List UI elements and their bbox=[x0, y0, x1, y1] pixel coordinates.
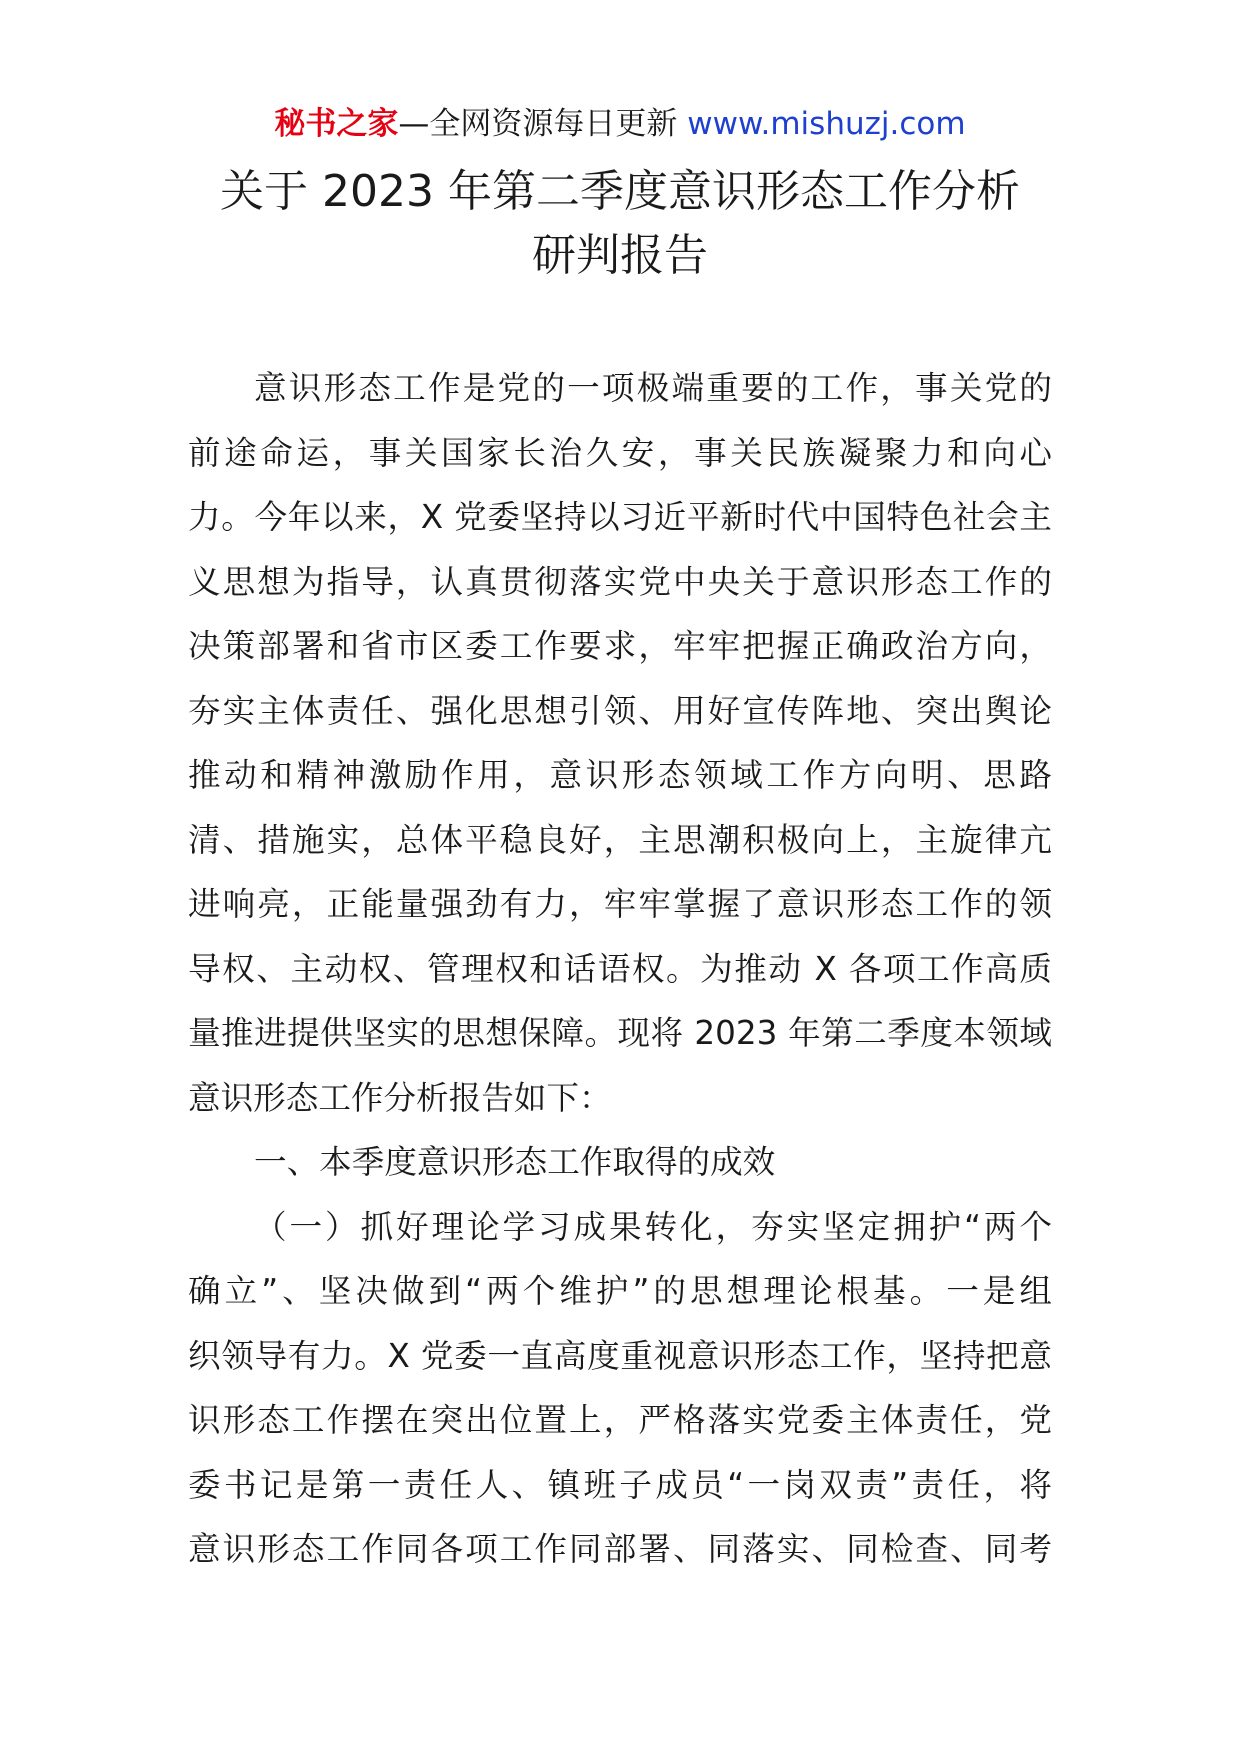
section-heading: 一、本季度意识形态工作取得的成效 bbox=[254, 1143, 776, 1181]
brand-name: 秘书之家 bbox=[274, 106, 399, 142]
header-banner bbox=[0, 104, 1240, 144]
banner-slogan: —全网资源每日更新 bbox=[398, 106, 678, 142]
banner-url[interactable]: www.mishuzj.com bbox=[687, 106, 966, 142]
body-line: 委书记是第一责任人、镇班子成员“一岗双责”责任，将 bbox=[188, 1465, 1052, 1504]
body-line: 决策部署和省市区委工作要求，牢牢把握正确政治方向， bbox=[188, 627, 1052, 665]
body-line: 意识形态工作同各项工作同部署、同落实、同检查、同考 bbox=[188, 1530, 1052, 1568]
body-line: （一）抓好理论学习成果转化，夯实坚定拥护“两个 bbox=[254, 1207, 1052, 1246]
document-title bbox=[0, 160, 1240, 288]
body-line: 夯实主体责任、强化思想引领、用好宣传阵地、突出舆论 bbox=[188, 691, 1052, 730]
body-line: 前途命运，事关国家长治久安，事关民族凝聚力和向心 bbox=[188, 433, 1052, 472]
body-line: 导权、主动权、管理权和话语权。为推动 X 各项工作高质 bbox=[188, 949, 1052, 988]
body-line: 清、措施实，总体平稳良好，主思潮积极向上，主旋律亢 bbox=[188, 820, 1052, 859]
body-line: 量推进提供坚实的思想保障。现将 2023 年第二季度本领域 bbox=[188, 1014, 1052, 1052]
body-line: 意识形态工作分析报告如下： bbox=[188, 1078, 612, 1117]
body-line: 力。今年以来，X 党委坚持以习近平新时代中国特色社会主 bbox=[188, 498, 1052, 536]
body-line: 织领导有力。X 党委一直高度重视意识形态工作，坚持把意 bbox=[188, 1336, 1052, 1375]
body-line: 进响亮，正能量强劲有力，牢牢掌握了意识形态工作的领 bbox=[188, 885, 1052, 923]
body-line: 意识形态工作是党的一项极端重要的工作，事关党的 bbox=[254, 369, 1052, 407]
body-line: 推动和精神激励作用，意识形态领域工作方向明、思路 bbox=[188, 756, 1052, 794]
body-line: 义思想为指导，认真贯彻落实党中央关于意识形态工作的 bbox=[188, 562, 1052, 601]
document-body bbox=[188, 356, 1052, 1582]
body-line: 确立”、坚决做到“两个维护”的思想理论根基。一是组 bbox=[188, 1272, 1052, 1310]
title-line-1: 关于 2023 年第二季度意识形态工作分析 bbox=[220, 166, 1020, 217]
title-line-2: 研判报告 bbox=[532, 230, 708, 281]
body-line: 识形态工作摆在突出位置上，严格落实党委主体责任，党 bbox=[188, 1401, 1052, 1439]
